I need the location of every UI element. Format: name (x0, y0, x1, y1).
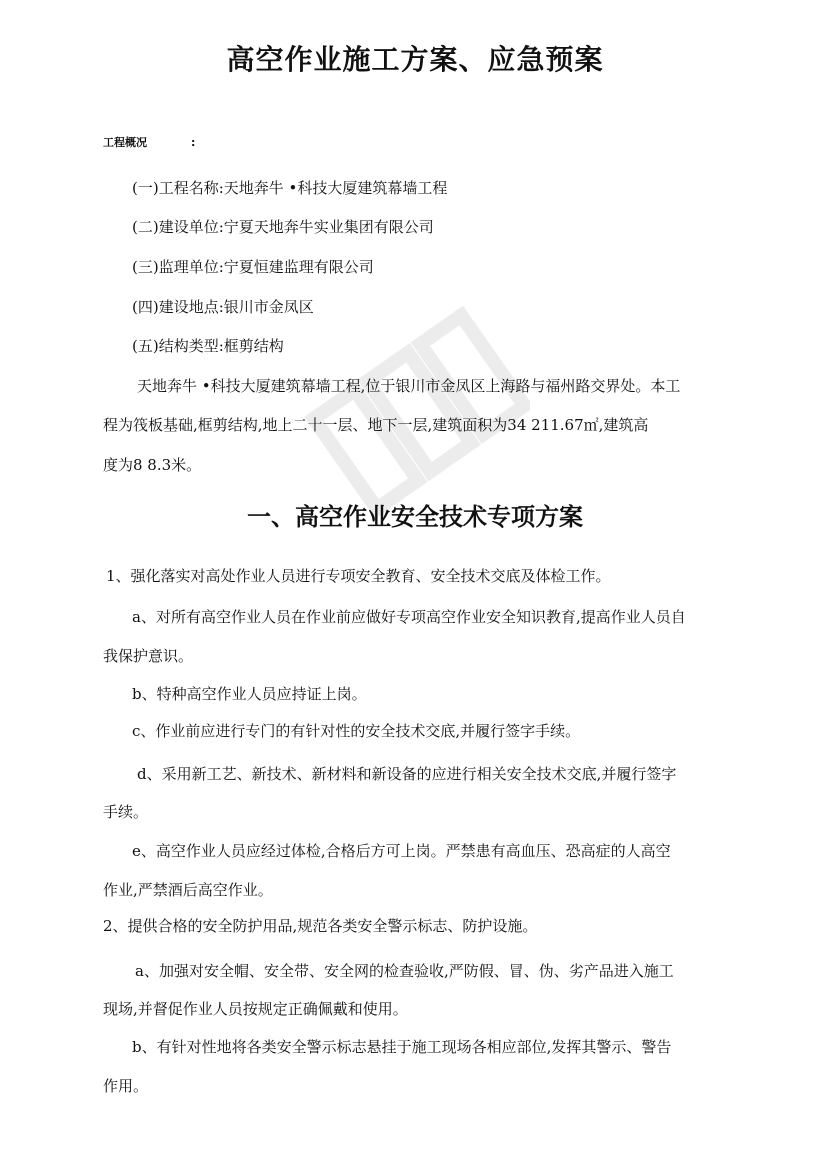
project-name: (一)工程名称:天地奔牛 •科技大厦建筑幕墙工程 (132, 179, 448, 197)
overview-label: 工程概况 (103, 136, 147, 149)
document-title: 高空作业施工方案、应急预案 (226, 43, 604, 76)
list-item: 作用。 (103, 1077, 149, 1095)
construction-site: (四)建设地点:银川市金凤区 (132, 298, 314, 316)
list-item: b、特种高空作业人员应持证上岗。 (132, 685, 367, 703)
list-item: c、作业前应进行专门的有针对性的安全技术交底,并履行签字手续。 (132, 722, 581, 740)
description-line: 天地奔牛 •科技大厦建筑幕墙工程,位于银川市金凤区上海路与福州路交界处。本工 (137, 377, 681, 395)
description-line: 程为筏板基础,框剪结构,地上二十一层、地下一层,建筑面积为34 211.67㎡,建筑高 (103, 416, 649, 434)
overview-colon: : (191, 136, 196, 149)
list-item: 1、强化落实对高处作业人员进行专项安全教育、安全技术交底及体检工作。 (106, 567, 611, 585)
list-item: 手续。 (103, 803, 149, 821)
list-item: 2、提供合格的安全防护用品,规范各类安全警示标志、防护设施。 (103, 917, 538, 935)
list-item: d、采用新工艺、新技术、新材料和新设备的应进行相关安全技术交底,并履行签字 (137, 765, 677, 783)
list-item: a、对所有高空作业人员在作业前应做好专项高空作业安全知识教育,提高作业人员自 (132, 608, 686, 626)
overview-heading (103, 134, 195, 150)
description-line: 度为8 8.3米。 (103, 456, 202, 474)
list-item: e、高空作业人员应经过体检,合格后方可上岗。严禁患有高血压、恐高症的人高空 (132, 842, 671, 860)
structure-type: (五)结构类型:框剪结构 (132, 337, 284, 355)
list-item: b、有针对性地将各类安全警示标志悬挂于施工现场各相应部位,发挥其警示、警告 (132, 1038, 672, 1056)
list-item: 我保护意识。 (103, 647, 194, 665)
list-item: 作业,严禁酒后高空作业。 (103, 881, 273, 899)
section-title: 一、高空作业安全技术专项方案 (247, 503, 583, 531)
list-item: 现场,并督促作业人员按规定正确佩戴和使用。 (103, 1000, 408, 1018)
supervision-unit: (三)监理单位:宁夏恒建监理有限公司 (132, 258, 374, 276)
list-item: a、加强对安全帽、安全带、安全网的检查验收,严防假、冒、伪、劣产品进入施工 (135, 962, 674, 980)
construction-unit: (二)建设单位:宁夏天地奔牛实业集团有限公司 (132, 218, 434, 236)
